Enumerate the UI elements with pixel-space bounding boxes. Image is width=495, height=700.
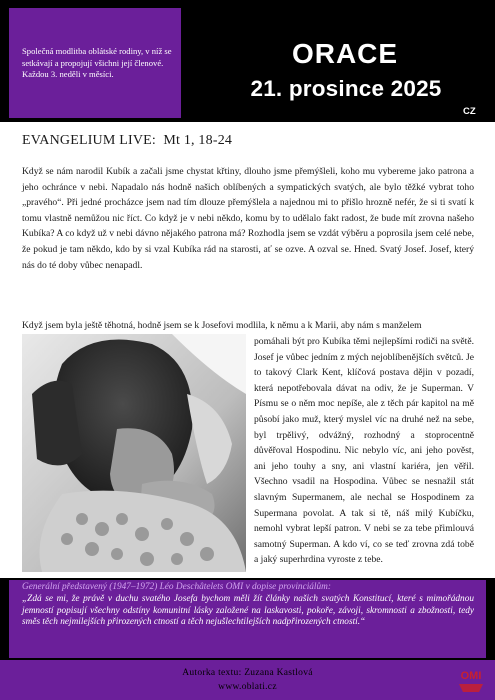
- header-blurb: Společná modlitba oblátské rodiny, v níž se setkávají a propojují všichni její členové. Každou 3. neděli v měsíci.: [22, 46, 172, 79]
- omi-logo: [451, 662, 491, 696]
- author-credit: Autorka textu: Zuzana Kastlová: [182, 668, 313, 678]
- gospel-reference: Mt 1, 18-24: [163, 133, 233, 148]
- mother-baby-photo: [22, 334, 246, 572]
- photo-illustration: [22, 334, 246, 572]
- gospel-heading: [22, 133, 232, 149]
- footer-bar: [0, 660, 495, 700]
- language-code: CZ: [463, 106, 476, 117]
- page-title: ORACE: [291, 38, 399, 69]
- quote-text: „Zdá se mi, že právě v duchu svatého Josefa bychom měli žít články našich svatých Konstitucí, které s mimořádnou jemností popisují všechny odstíny komunitní lásky založené na laskavosti, pokoře, závoji, skromnosti a zbožnosti, tedy směs těch nejmilejších přirozených ctností a těch nejušlechtilejších nadpřirozených ctností.“: [22, 594, 474, 627]
- svg-text:OMI: OMI: [460, 670, 482, 682]
- omi-logo-icon: [451, 662, 491, 696]
- body-paragraph-1: Když se nám narodil Kubík a začali jsme chystat křtiny, dlouho jsme přemýšleli, koho mu vybereme jako patrona a jeho ochránce v nebi. Napadalo nás hodně našich oblíbených a sympatických svatých, ale bylo těžké vybrat toho „pravého“. Při jedné procházce jsem nad tím dlouze přemýšlela a najednou mi to přišlo hrozně nefér, že si ti svatí k tomu vlastně nemůžou nic říct. Co když je v nebi někdo, komu by to udělalo fakt radost, že bude mít zrovna našeho Kubíka? A co když už v nebi dávno nějakého patrona má? Rozhodla jsem se vzdát výběru a poprosila jsem celé nebe, že pokud je tam někdo, kdo by si vzal Kubíka rád na starosti, ať se ozve. A ozval se. Hned. Svatý Josef. Josef, který nás do té doby vůbec nenapadl.: [22, 166, 474, 271]
- quote-heading: Generální představený (1947–1972) Léo Deschâtelets OMI v dopise provinciálům:: [22, 582, 331, 592]
- gospel-label: EVANGELIUM LIVE:: [22, 133, 156, 148]
- body-paragraph-2-continued: pomáhali být pro Kubíka těmi nejlepšími rodiči na světě. Josef je vůbec jedním z mých nejoblíbenějších světců. Je to takový Clark Kent, klíčová postava dějin v pozadí, která nepotřebovala dávat na odiv, že je Superman. V Písmu se o něm moc nepíše, ale z těch pár kapitol na mě působí jako muž, který myslel víc na druhé než na sebe, byl trpělivý, odvážný, rozhodný a stoprocentně důvěřoval Hospodinu. Nic nebylo víc, ani jeho pověst, ani jeho touhy a sny, ani vlastní kariéra, jen věřil. Všechno vsadil na Hospodina. Vůbec se nesnažil stát slavným Supermanem, ale nechal se Hospodinem za Supermana povolat. A tak si tě, náš milý Kubíčku, nemohl vybrat lepší patron. V nebi se za tebe přimlouvá samotný Superman. A kdo ví, co se teď zrovna zdá tobě a jaký superhrdina vyroste z tebe.: [254, 336, 474, 566]
- page-date: 21. prosince 2025: [250, 76, 442, 101]
- body-paragraph-2-first-line: Když jsem byla ještě těhotná, hodně jsem se k Josefovi modlila, k němu a k Marii, aby nám s manželem: [22, 320, 422, 331]
- website-link[interactable]: www.oblati.cz: [218, 682, 277, 692]
